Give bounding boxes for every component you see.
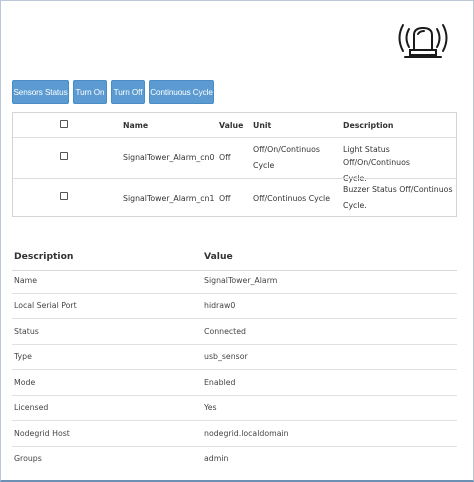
- details-row-mode: [12, 370, 457, 396]
- sensor-table: [12, 112, 457, 217]
- details-value: Connected: [204, 327, 246, 336]
- sensor-name-link[interactable]: SignalTower_Alarm_cn1: [123, 194, 215, 203]
- sensor-unit: [253, 143, 320, 172]
- details-label: Mode: [14, 378, 36, 387]
- sensor-unit: Off/Continuos Cycle: [253, 194, 331, 203]
- details-row-type: [12, 344, 457, 370]
- details-label: Name: [14, 276, 38, 285]
- sensor-value: Off: [219, 194, 231, 203]
- row-checkbox[interactable]: [60, 192, 68, 200]
- details-label: Groups: [14, 454, 42, 463]
- details-header-row: [12, 242, 457, 271]
- table-row[interactable]: [13, 178, 456, 217]
- details-header-description: Description: [14, 251, 74, 262]
- details-row-nodegrid-host: [12, 421, 457, 447]
- sensor-description: [343, 183, 453, 212]
- details-value: admin: [204, 454, 229, 463]
- details-row-licensed: [12, 395, 457, 421]
- details-row-groups: [12, 446, 457, 471]
- sensor-description-line1: Buzzer Status Off/Continuos: [343, 185, 453, 194]
- sensors-status-button[interactable]: Sensors Status: [12, 80, 69, 104]
- column-header-name[interactable]: Name: [123, 121, 149, 130]
- sensor-name-link[interactable]: SignalTower_Alarm_cn0: [123, 153, 215, 162]
- sensor-description-line2: Cycle.: [343, 174, 367, 183]
- sensor-description-line1: Light Status Off/On/Continuos: [343, 145, 410, 167]
- details-value: hidraw0: [204, 301, 236, 310]
- column-header-unit[interactable]: Unit: [253, 121, 272, 130]
- turn-off-button[interactable]: Turn Off: [111, 80, 145, 104]
- details-label: Nodegrid Host: [14, 429, 70, 438]
- select-all-checkbox[interactable]: [60, 120, 68, 128]
- row-checkbox[interactable]: [60, 152, 68, 160]
- details-value: Enabled: [204, 378, 236, 387]
- details-value: nodegrid.localdomain: [204, 429, 289, 438]
- column-header-description[interactable]: Description: [343, 121, 394, 130]
- column-header-value[interactable]: Value: [219, 121, 244, 130]
- table-row[interactable]: [13, 137, 456, 183]
- sensor-value: Off: [219, 153, 231, 162]
- signal-tower-alarm-icon: [394, 19, 452, 63]
- sensor-description-line2: Cycle.: [343, 201, 367, 210]
- details-label: Local Serial Port: [14, 301, 77, 310]
- table-header-row: [13, 113, 456, 137]
- details-value: usb_sensor: [204, 352, 248, 361]
- details-row-status: [12, 319, 457, 345]
- details-value: SignalTower_Alarm: [204, 276, 278, 285]
- details-value: Yes: [204, 403, 217, 412]
- details-label: Licensed: [14, 403, 49, 412]
- turn-on-button[interactable]: Turn On: [73, 80, 107, 104]
- details-header-value: Value: [204, 251, 233, 262]
- details-label: Type: [14, 352, 32, 361]
- sensor-unit-line1: Off/On/Continuos: [253, 145, 320, 154]
- continuous-cycle-button[interactable]: Continuous Cycle: [149, 80, 214, 104]
- details-row-name: [12, 268, 457, 294]
- details-row-local-serial-port: [12, 293, 457, 319]
- sensor-unit-line2: Cycle: [253, 161, 275, 170]
- details-label: Status: [14, 327, 39, 336]
